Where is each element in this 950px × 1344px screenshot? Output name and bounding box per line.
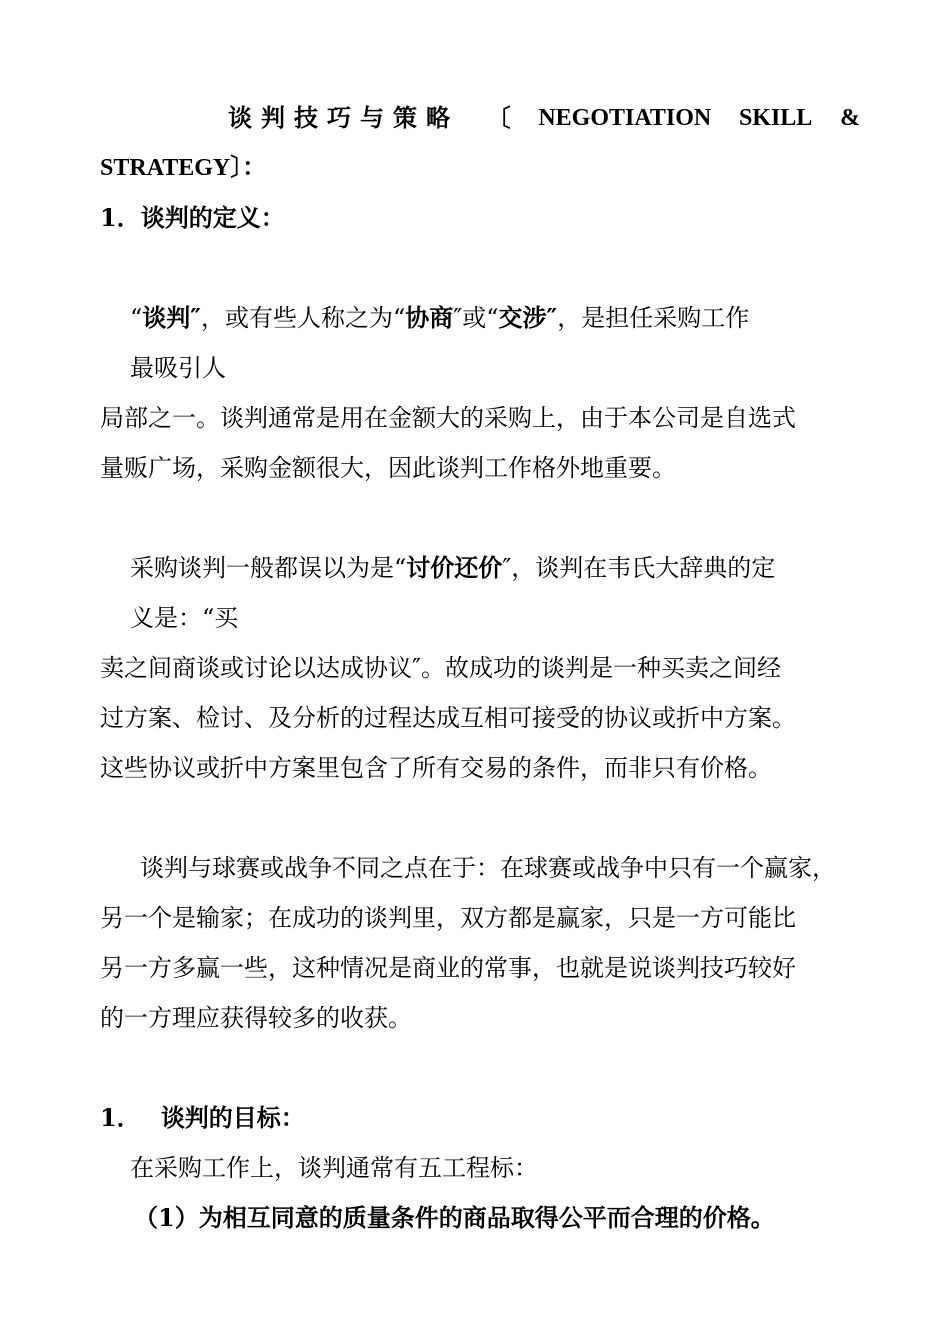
document-title-line1 [100, 103, 860, 133]
section-2-title: 谈判的目标： [160, 1103, 305, 1132]
section-2-number: 1． [100, 1103, 141, 1132]
paragraph-3-line-2: 另一个是输家；在成功的谈判里，双方都是赢家，只是一方可能比 [100, 904, 796, 932]
paragraph-2-line-5: 这些协议或折中方案里包含了所有交易的条件，而非只有价格。 [100, 754, 772, 782]
p1-text-c: ，是担任采购工作 [557, 304, 750, 332]
p1-text-a: ，或有些人称之为“ [201, 304, 406, 332]
title-word-ampersand: & [839, 105, 860, 131]
p1-quote: “ [130, 304, 143, 332]
list-item-1-number: （1） [134, 1203, 199, 1232]
section-heading-goals [100, 1103, 305, 1133]
paragraph-3-line-4: 的一方理应获得较多的收获。 [100, 1004, 412, 1032]
p1-term-jiaoshe: 交涉″ [498, 303, 558, 332]
paragraph-4-line-1: 在采购工作上，谈判通常有五工程标： [130, 1154, 538, 1182]
document-title-line2: STRATEGY〕： [100, 155, 267, 181]
p1-text-b: ″或“ [453, 304, 499, 332]
paragraph-2-line-4: 过方案、检讨、及分析的过程达成互相可接受的协议或折中方案。 [100, 704, 796, 732]
paragraph-3-line-1: 谈判与球赛或战争不同之点在于：在球赛或战争中只有一个赢家， [140, 854, 836, 882]
paragraph-2-line-2: 义是：“买 [130, 604, 239, 632]
p2-text-c: ″，谈判在韦氏大辞典的定 [502, 554, 776, 582]
p2-text-a: 采购谈判一般都误以为是“ [130, 554, 407, 582]
p1-term-xieshang: 协商 [405, 303, 454, 332]
p1-term-tanpan: 谈判″ [142, 303, 202, 332]
title-word-negotiation: NEGOTIATION [538, 105, 712, 131]
paragraph-1-line-2: 最吸引人 [130, 354, 226, 382]
paragraph-2-line-1 [130, 553, 775, 583]
paragraph-1-line-3: 局部之一。谈判通常是用在金额大的采购上，由于本公司是自选式 [100, 404, 796, 432]
title-cjk: 谈判技巧与策略 [228, 103, 459, 132]
list-item-1 [134, 1203, 775, 1233]
list-item-1-text: 为相互同意的质量条件的商品取得公平而合理的价格。 [198, 1203, 775, 1232]
title-paren-open: 〔 [486, 103, 511, 132]
paragraph-2-line-3: 卖之间商谈或讨论以达成协议″。故成功的谈判是一种买卖之间经 [100, 654, 781, 682]
paragraph-3-line-3: 另一方多赢一些，这种情况是商业的常事，也就是说谈判技巧较好 [100, 954, 796, 982]
paragraph-1-line-1 [130, 303, 749, 333]
paragraph-1-line-4: 量贩广场，采购金额很大，因此谈判工作格外地重要。 [100, 454, 676, 482]
p2-term-bargain: 讨价还价 [406, 553, 503, 582]
title-word-skill: SKILL [738, 105, 813, 131]
section-heading-definition: 1．谈判的定义： [100, 203, 285, 232]
